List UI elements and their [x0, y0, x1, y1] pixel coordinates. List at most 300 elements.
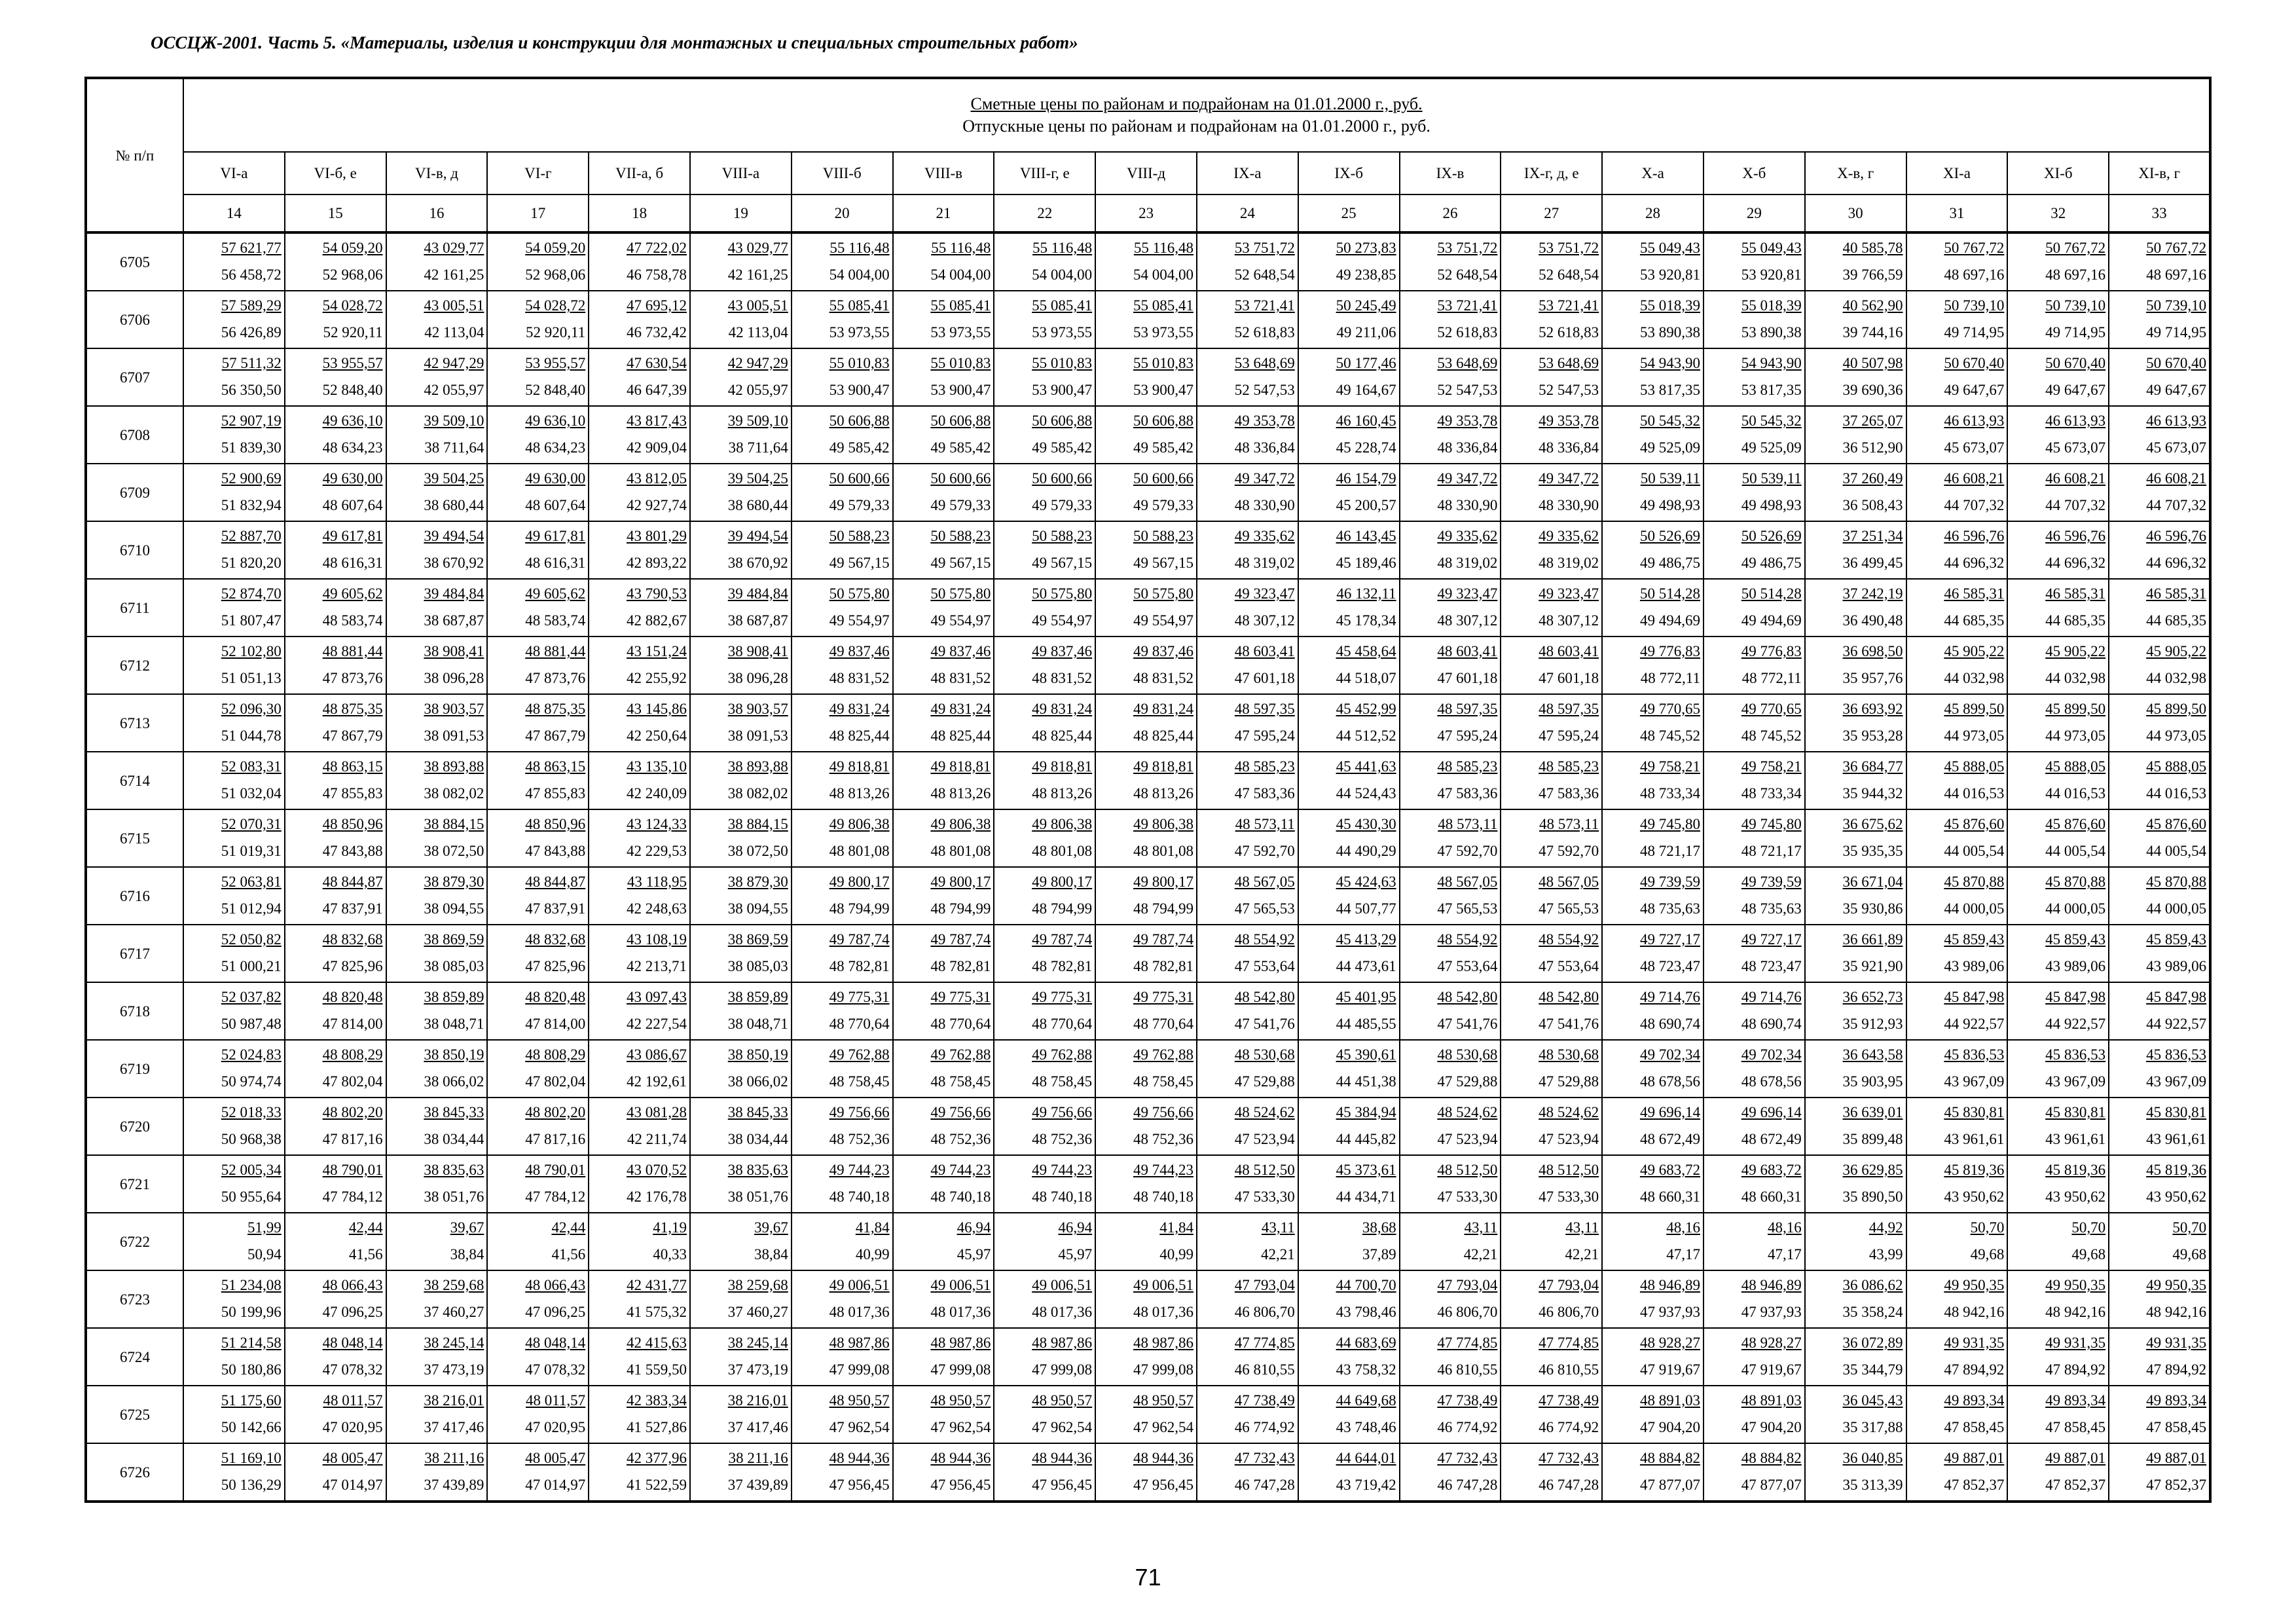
estimated-price: 51 214,58	[221, 1335, 282, 1351]
price-cell	[386, 291, 488, 348]
release-price: 38 687,87	[424, 612, 484, 629]
release-price: 41 575,32	[626, 1304, 687, 1320]
release-price: 48 017,36	[930, 1304, 991, 1320]
estimated-price: 36 040,85	[1842, 1450, 1903, 1466]
price-cell	[2109, 579, 2210, 637]
release-price: 48 336,84	[1234, 439, 1295, 456]
release-price: 54 004,00	[829, 267, 890, 283]
release-price: 47 956,45	[829, 1477, 890, 1493]
estimated-price: 49 347,72	[1437, 470, 1498, 487]
release-price: 53 973,55	[829, 324, 890, 341]
release-price: 48 752,36	[1133, 1131, 1194, 1147]
estimated-price: 49 744,23	[1032, 1162, 1093, 1178]
release-price: 45 200,57	[1336, 497, 1396, 513]
price-cell	[2109, 1386, 2210, 1443]
price-cell	[1906, 406, 2008, 464]
estimated-price: 49 831,24	[930, 701, 991, 717]
estimated-price: 48 850,96	[525, 816, 586, 832]
estimated-price: 48 808,29	[322, 1046, 383, 1063]
estimated-price: 50 545,32	[1639, 413, 1700, 429]
price-cell	[690, 867, 792, 925]
release-price: 54 004,00	[1032, 267, 1093, 283]
release-price: 47 956,45	[930, 1477, 991, 1493]
release-price: 42 882,67	[626, 612, 687, 629]
price-cell	[893, 232, 994, 291]
release-price: 38 091,53	[727, 728, 788, 744]
estimated-price: 48 832,68	[525, 931, 586, 948]
estimated-price: 48 863,15	[525, 758, 586, 775]
price-cell	[1805, 291, 1906, 348]
estimated-price: 36 675,62	[1842, 816, 1903, 832]
estimated-price: 38 903,57	[727, 701, 788, 717]
price-cell	[2109, 694, 2210, 752]
estimated-price: 50 739,10	[2045, 297, 2106, 314]
price-cell	[1095, 1155, 1197, 1213]
release-price: 47 592,70	[1234, 843, 1295, 859]
release-price: 37 473,19	[727, 1361, 788, 1378]
district-header: VI-г	[487, 152, 589, 194]
price-cell	[1298, 1213, 1400, 1270]
estimated-price: 50 575,80	[829, 585, 890, 602]
estimated-price: 48 987,86	[930, 1335, 991, 1351]
estimated-price: 45 424,63	[1336, 874, 1396, 890]
estimated-price: 49 702,34	[1639, 1046, 1700, 1063]
price-cell	[183, 925, 285, 982]
price-cell	[792, 1098, 893, 1155]
price-cell	[2007, 1270, 2109, 1328]
price-cell	[690, 1443, 792, 1502]
estimated-price: 52 096,30	[221, 701, 282, 717]
estimated-price: 46 154,79	[1336, 470, 1396, 487]
row-number: 6726	[86, 1443, 183, 1502]
estimated-price: 49 727,17	[1741, 931, 1802, 948]
price-cell	[1501, 694, 1602, 752]
estimated-price: 49 806,38	[1133, 816, 1194, 832]
release-price: 48 801,08	[1133, 843, 1194, 859]
estimated-price: 48 530,68	[1539, 1046, 1599, 1063]
price-cell	[1501, 867, 1602, 925]
table-row	[86, 1213, 2210, 1270]
price-cell	[487, 1328, 589, 1386]
release-price: 38 066,02	[727, 1073, 788, 1090]
price-cell	[285, 809, 386, 867]
estimated-price: 49 745,80	[1741, 816, 1802, 832]
estimated-price: 46 132,11	[1336, 585, 1396, 602]
price-cell	[1501, 232, 1602, 291]
estimated-price: 48 530,68	[1437, 1046, 1498, 1063]
price-cell	[386, 1213, 488, 1270]
estimated-price: 50 526,69	[1741, 528, 1802, 544]
row-number: 6717	[86, 925, 183, 982]
estimated-price: 55 010,83	[1133, 355, 1194, 371]
estimated-price: 48 884,82	[1741, 1450, 1802, 1466]
estimated-price: 38 850,19	[424, 1046, 484, 1063]
table-row	[86, 232, 2210, 291]
release-price: 42 240,09	[626, 785, 687, 802]
estimated-price: 43 135,10	[626, 758, 687, 775]
price-cell	[589, 348, 690, 406]
price-cell	[1501, 982, 1602, 1040]
price-cell	[1400, 925, 1501, 982]
release-price: 48 733,34	[1741, 785, 1802, 802]
price-cell	[589, 1386, 690, 1443]
price-cell	[1400, 291, 1501, 348]
release-price: 48 794,99	[930, 900, 991, 917]
estimated-price: 49 837,46	[930, 643, 991, 659]
release-price: 52 848,40	[322, 382, 383, 398]
estimated-price: 52 024,83	[221, 1046, 282, 1063]
price-cell	[1501, 1155, 1602, 1213]
estimated-price: 51 234,08	[221, 1277, 282, 1293]
price-cell	[2109, 464, 2210, 521]
estimated-price: 48 524,62	[1234, 1104, 1295, 1120]
price-cell	[487, 1443, 589, 1502]
price-cell	[183, 809, 285, 867]
price-cell	[1298, 1155, 1400, 1213]
release-price: 47 858,45	[1944, 1419, 2005, 1435]
row-number: 6712	[86, 637, 183, 694]
estimated-price: 49 806,38	[829, 816, 890, 832]
estimated-price: 49 931,35	[2146, 1335, 2207, 1351]
price-cell	[589, 1098, 690, 1155]
estimated-price: 45 819,36	[2146, 1162, 2207, 1178]
release-price: 38 670,92	[424, 555, 484, 571]
estimated-price: 46 585,31	[2146, 585, 2207, 602]
price-cell	[792, 1386, 893, 1443]
price-cell	[1501, 521, 1602, 579]
estimated-price: 50 177,46	[1336, 355, 1396, 371]
estimated-price: 48 066,43	[322, 1277, 383, 1293]
estimated-price: 49 950,35	[1944, 1277, 2005, 1293]
estimated-price: 47 630,54	[626, 355, 687, 371]
price-cell	[1501, 406, 1602, 464]
estimated-price: 50 606,88	[1133, 413, 1194, 429]
estimated-price: 49 887,01	[2045, 1450, 2106, 1466]
release-price: 37,89	[1362, 1246, 1396, 1263]
price-cell	[183, 1443, 285, 1502]
price-cell	[285, 1040, 386, 1098]
release-price: 49 585,42	[1032, 439, 1093, 456]
district-header: X-б	[1704, 152, 1805, 194]
release-price: 43 950,62	[2146, 1189, 2207, 1205]
estimated-price: 48 048,14	[322, 1335, 383, 1351]
estimated-price: 43 790,53	[626, 585, 687, 602]
estimated-price: 50 514,28	[1741, 585, 1802, 602]
row-number: 6706	[86, 291, 183, 348]
price-cell	[1602, 1155, 1704, 1213]
price-cell	[690, 1270, 792, 1328]
estimated-price: 45 413,29	[1336, 931, 1396, 948]
estimated-price: 48 950,57	[829, 1392, 890, 1409]
row-number: 6711	[86, 579, 183, 637]
estimated-price: 48 891,03	[1639, 1392, 1700, 1409]
estimated-price: 48 524,62	[1539, 1104, 1599, 1120]
estimated-price: 49 775,31	[829, 989, 890, 1005]
price-cell	[1602, 1040, 1704, 1098]
estimated-price: 45 452,99	[1336, 701, 1396, 717]
estimated-price: 49 931,35	[2045, 1335, 2106, 1351]
estimated-price: 38,68	[1362, 1219, 1396, 1236]
estimated-price: 48 554,92	[1234, 931, 1295, 948]
price-cell	[1298, 925, 1400, 982]
estimated-price: 49 605,62	[322, 585, 383, 602]
release-price: 47 583,36	[1437, 785, 1498, 802]
estimated-price: 55 116,48	[931, 240, 991, 256]
release-price: 48 782,81	[1032, 958, 1093, 974]
price-cell	[792, 752, 893, 809]
price-cell	[1704, 867, 1805, 925]
release-price: 45 673,07	[2045, 439, 2106, 456]
price-cell	[1197, 982, 1298, 1040]
release-price: 49 486,75	[1741, 555, 1802, 571]
price-table-body	[86, 78, 2210, 1502]
estimated-price: 49 787,74	[1032, 931, 1093, 948]
release-price: 47 096,25	[525, 1304, 586, 1320]
estimated-price: 48 011,57	[526, 1392, 586, 1409]
price-cell	[1501, 1213, 1602, 1270]
estimated-price: 49 770,65	[1639, 701, 1700, 717]
release-price: 48 723,47	[1741, 958, 1802, 974]
price-cell	[1805, 1040, 1906, 1098]
release-price: 48 672,49	[1741, 1131, 1802, 1147]
price-cell	[1906, 1328, 2008, 1386]
release-price: 37 460,27	[424, 1304, 484, 1320]
price-cell	[2007, 1386, 2109, 1443]
estimated-price: 48 603,41	[1234, 643, 1295, 659]
release-price: 48 583,74	[322, 612, 383, 629]
price-cell	[2007, 348, 2109, 406]
price-cell	[487, 291, 589, 348]
release-price: 48 678,56	[1741, 1073, 1802, 1090]
price-cell	[1095, 232, 1197, 291]
estimated-price: 49 893,34	[2045, 1392, 2106, 1409]
release-price: 49 525,09	[1639, 439, 1700, 456]
release-price: 47 852,37	[1944, 1477, 2005, 1493]
release-price: 49 579,33	[829, 497, 890, 513]
release-price: 43 989,06	[1944, 958, 2005, 974]
release-price: 52 618,83	[1437, 324, 1498, 341]
price-cell	[1197, 694, 1298, 752]
estimated-price: 50 739,10	[2146, 297, 2207, 314]
price-cell	[690, 1213, 792, 1270]
estimated-price: 46 596,76	[1944, 528, 2005, 544]
estimated-price: 47 738,49	[1539, 1392, 1599, 1409]
release-price: 44 005,54	[2146, 843, 2207, 859]
estimated-price: 38 908,41	[727, 643, 788, 659]
release-price: 47 802,04	[525, 1073, 586, 1090]
release-price: 42 113,04	[728, 324, 788, 341]
release-price: 48 307,12	[1437, 612, 1498, 629]
price-cell	[1906, 637, 2008, 694]
release-price: 53 900,47	[1133, 382, 1194, 398]
estimated-price: 49 714,76	[1639, 989, 1700, 1005]
estimated-price: 43 812,05	[626, 470, 687, 487]
price-cell	[386, 406, 488, 464]
price-cell	[690, 1040, 792, 1098]
price-cell	[792, 1443, 893, 1502]
price-cell	[1602, 348, 1704, 406]
price-cell	[893, 1270, 994, 1328]
release-price: 45 228,74	[1336, 439, 1396, 456]
release-price: 48 825,44	[930, 728, 991, 744]
release-price: 43 950,62	[1944, 1189, 2005, 1205]
release-price: 48 690,74	[1639, 1016, 1700, 1032]
column-number: 22	[994, 194, 1095, 232]
estimated-price: 47 793,04	[1437, 1277, 1498, 1293]
price-cell	[1197, 1328, 1298, 1386]
district-header: VIII-б	[792, 152, 893, 194]
estimated-price: 53 955,57	[322, 355, 383, 371]
estimated-price: 50 606,88	[1032, 413, 1093, 429]
estimated-price: 57 589,29	[221, 297, 282, 314]
estimated-price: 48 512,50	[1539, 1162, 1599, 1178]
release-price: 43 758,32	[1336, 1361, 1396, 1378]
price-cell	[1704, 348, 1805, 406]
release-price: 47 601,18	[1437, 670, 1498, 686]
release-price: 47 894,92	[2045, 1361, 2106, 1378]
district-header: IX-в	[1400, 152, 1501, 194]
price-cell	[1095, 521, 1197, 579]
table-row	[86, 1155, 2210, 1213]
price-cell	[1501, 1270, 1602, 1328]
price-cell	[1602, 464, 1704, 521]
price-cell	[285, 982, 386, 1040]
release-price: 47 014,97	[322, 1477, 383, 1493]
release-price: 37 473,19	[424, 1361, 484, 1378]
price-cell	[1704, 694, 1805, 752]
price-cell	[994, 1213, 1095, 1270]
estimated-price: 38 845,33	[727, 1104, 788, 1120]
estimated-price: 49 006,51	[930, 1277, 991, 1293]
price-cell	[1805, 637, 1906, 694]
release-price: 42 227,54	[626, 1016, 687, 1032]
estimated-price: 48 567,05	[1234, 874, 1295, 890]
price-cell	[893, 1443, 994, 1502]
estimated-price: 48 987,86	[829, 1335, 890, 1351]
estimated-price: 48 011,57	[323, 1392, 383, 1409]
estimated-price: 50 600,66	[1133, 470, 1194, 487]
release-price: 48 740,18	[1032, 1189, 1093, 1205]
price-cell	[893, 1386, 994, 1443]
estimated-price: 50 514,28	[1639, 585, 1700, 602]
release-price: 51 000,21	[221, 958, 282, 974]
table-row	[86, 752, 2210, 809]
price-cell	[1704, 1270, 1805, 1328]
estimated-price: 49 745,80	[1639, 816, 1700, 832]
price-cell	[2007, 982, 2109, 1040]
price-cell	[183, 1213, 285, 1270]
price-cell	[285, 694, 386, 752]
price-cell	[285, 1155, 386, 1213]
estimated-price: 37 260,49	[1842, 470, 1903, 487]
header-row-titles	[86, 78, 2210, 152]
price-cell	[487, 694, 589, 752]
column-number: 27	[1501, 194, 1602, 232]
price-cell	[1501, 1386, 1602, 1443]
price-cell	[487, 232, 589, 291]
price-cell	[994, 1386, 1095, 1443]
release-price: 48 735,63	[1741, 900, 1802, 917]
release-price: 48 616,31	[322, 555, 383, 571]
estimated-price: 49 605,62	[525, 585, 586, 602]
price-cell	[994, 291, 1095, 348]
estimated-price: 48 542,80	[1437, 989, 1498, 1005]
estimated-price: 38 869,59	[727, 931, 788, 948]
release-price: 48 770,64	[1133, 1016, 1194, 1032]
release-price: 47 837,91	[322, 900, 383, 917]
release-price: 35 903,95	[1842, 1073, 1903, 1090]
price-cell	[1095, 809, 1197, 867]
release-price: 44 032,98	[2045, 670, 2106, 686]
price-cell	[589, 464, 690, 521]
estimated-price: 50 575,80	[930, 585, 991, 602]
release-price: 46 806,70	[1437, 1304, 1498, 1320]
price-cell	[1906, 752, 2008, 809]
release-price: 42 893,22	[626, 555, 687, 571]
release-price: 35 953,28	[1842, 728, 1903, 744]
release-price: 48 336,84	[1437, 439, 1498, 456]
release-price: 43 961,61	[2146, 1131, 2207, 1147]
release-price: 42,21	[1463, 1246, 1498, 1263]
price-cell	[285, 521, 386, 579]
estimated-price: 50 670,40	[2045, 355, 2106, 371]
row-number: 6723	[86, 1270, 183, 1328]
release-price: 53 973,55	[1032, 324, 1093, 341]
table-row	[86, 1270, 2210, 1328]
estimated-price: 43,11	[1565, 1219, 1599, 1236]
estimated-price: 47 774,85	[1539, 1335, 1599, 1351]
release-price: 43 967,09	[1944, 1073, 2005, 1090]
release-price: 47 078,32	[525, 1361, 586, 1378]
price-cell	[487, 464, 589, 521]
estimated-price: 39 509,10	[424, 413, 484, 429]
release-price: 44 707,32	[1944, 497, 2005, 513]
price-cell	[1805, 521, 1906, 579]
price-cell	[1095, 1386, 1197, 1443]
release-price: 43 748,46	[1336, 1419, 1396, 1435]
release-price: 53 900,47	[1032, 382, 1093, 398]
estimated-price: 41,84	[1159, 1219, 1194, 1236]
estimated-price: 49 887,01	[2146, 1450, 2207, 1466]
estimated-price: 48 802,20	[525, 1104, 586, 1120]
price-cell	[386, 1040, 488, 1098]
estimated-price: 57 621,77	[221, 240, 282, 256]
estimated-price: 45 899,50	[2045, 701, 2106, 717]
estimated-prices-header: Сметные цены по районам и подрайонам на 01.01.2000 г., руб.	[970, 94, 1423, 113]
price-cell	[2109, 637, 2210, 694]
release-price: 47 956,45	[1032, 1477, 1093, 1493]
estimated-price: 43,11	[1261, 1219, 1295, 1236]
estimated-price: 48 542,80	[1539, 989, 1599, 1005]
price-cell	[1805, 579, 1906, 637]
price-cell	[690, 809, 792, 867]
release-price: 49,68	[2172, 1246, 2207, 1263]
table-row	[86, 579, 2210, 637]
estimated-price: 43 029,77	[424, 240, 484, 256]
release-price: 47 904,20	[1639, 1419, 1700, 1435]
release-price: 52 648,54	[1539, 267, 1599, 283]
estimated-price: 38 835,63	[727, 1162, 788, 1178]
release-price: 49 554,97	[930, 612, 991, 629]
estimated-price: 49 800,17	[1133, 874, 1194, 890]
estimated-price: 53 751,72	[1437, 240, 1498, 256]
release-price: 48 942,16	[2045, 1304, 2106, 1320]
estimated-price: 45 384,94	[1336, 1104, 1396, 1120]
price-cell	[690, 752, 792, 809]
district-header: X-в, г	[1805, 152, 1906, 194]
estimated-price: 45 870,88	[1944, 874, 2005, 890]
estimated-price: 52 900,69	[221, 470, 282, 487]
